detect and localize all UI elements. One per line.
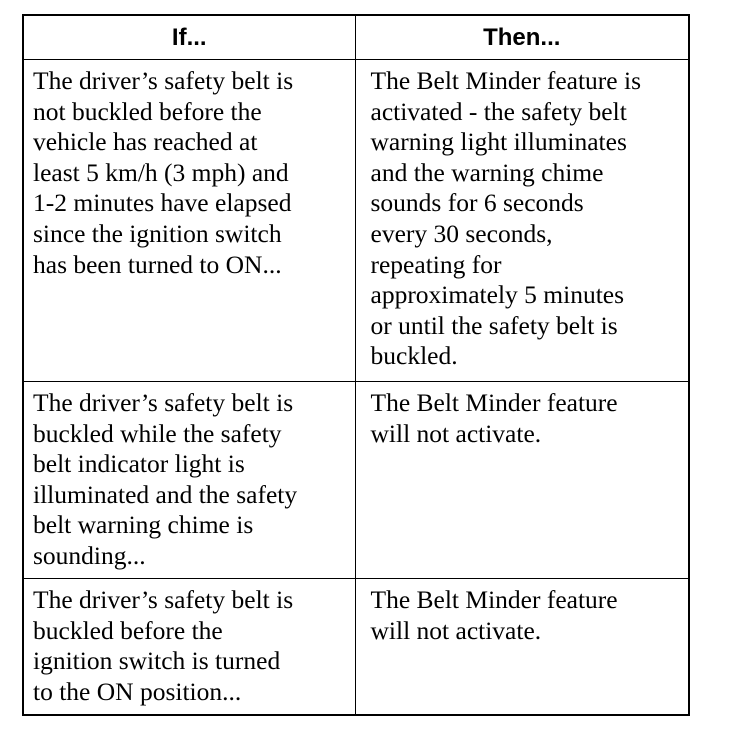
if-cell: The driver’s safety belt is not buckled before the vehicle has reached at least 5 km/h (3 mph) and 1-2 minutes have elapsed since the ignition switch has been turned to ON... (23, 60, 355, 382)
header-if: If... (23, 15, 355, 60)
if-cell: The driver’s safety belt is buckled before the ignition switch is turned to the ON position... (23, 579, 355, 716)
table-row (23, 60, 689, 382)
table-row (23, 382, 689, 579)
if-cell: The driver’s safety belt is buckled while the safety belt indicator light is illuminated and the safety belt warning chime is sounding... (23, 382, 355, 579)
belt-minder-table (22, 14, 690, 716)
header-then: Then... (355, 15, 689, 60)
then-cell: The Belt Minder feature is activated - the safety belt warning light illuminates and the warning chime sounds for 6 seconds every 30 seconds, repeating for approximately 5 minutes or until the safety belt is buckled. (355, 60, 689, 382)
then-cell: The Belt Minder feature will not activate. (355, 382, 689, 579)
then-cell: The Belt Minder feature will not activate. (355, 579, 689, 716)
header-row (23, 15, 689, 60)
table-row (23, 579, 689, 716)
